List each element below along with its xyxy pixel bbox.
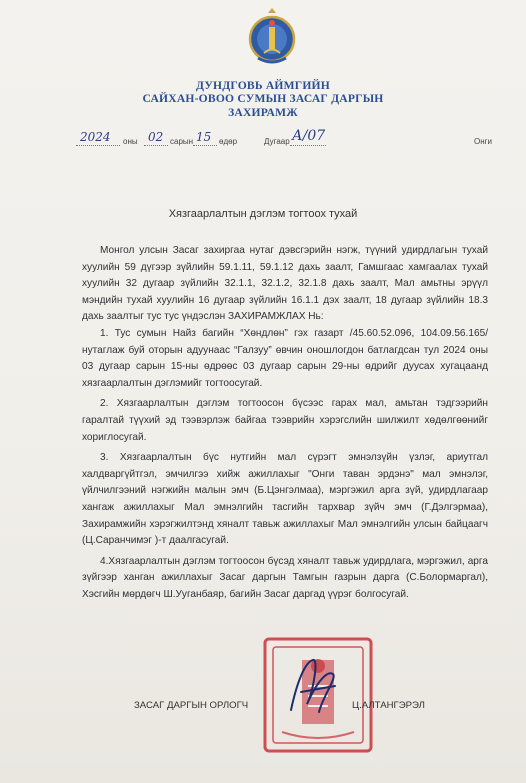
intro-paragraph: Монгол улсын Засаг захиргаа нутаг дэвсгэрийн нэгж, түүний удирдлагын тухай хуулийн 59 дүгээр зүйлийн 59.1.11, 59.1.12 дахь заалт, Гамшгаас хамгаалах тухай хуулийн 32 дугаар зүйлийн 32.1.1, 32.1.2, 32.1.8 дахь заалт, Мал амьтны эрүүл мэндийн тухай хуулийн 16 дугаар зүйлийн 16.1.1 дэх заалт, 18 дугаар зүйлийн 18.3 дахь заалтыг тус тус үндэслэн ЗАХИРАМЖЛАХ Нь: xyxy=(82,245,488,323)
document-number: А/07 xyxy=(292,128,326,144)
document-title: Хязгаарлалтын дэглэм тогтоох тухай xyxy=(168,208,358,220)
header-office: САЙХАН-ОВОО СУМЫН ЗАСАГ ДАРГЫН xyxy=(142,92,384,105)
year-line xyxy=(76,145,120,146)
signatory-name: Ц.АЛТАНГЭРЭЛ xyxy=(352,700,425,711)
document-body xyxy=(82,243,488,603)
number-label: Дугаар xyxy=(264,137,290,146)
month-line xyxy=(144,145,168,146)
date-day: 15 xyxy=(196,130,212,144)
place-name: Онги xyxy=(474,137,493,146)
date-day-suffix: өдөр xyxy=(219,137,238,146)
decree-item-4: 4.Хязгаарлалтын дэглэм тогтоосон бүсэд хяналт тавьж удирдлага, мэргэжил, арга зүйгээр ханган ажиллахыг Засаг даргын Тамгын газрын дарга (С.Болормаргал), Хэсгийн мөрдөгч Ш.Ууганбаяр, багийн Засаг даргад үүрэг болгосугай. xyxy=(82,555,488,600)
number-line xyxy=(290,145,326,146)
decree-item-3: 3. Хязгаарлалтын бүс нутгийн мал сүрэгт эмнэлзүйн үзлэг, ариутгал халдваргүйтгэл, эмчилгээ хийж ажиллахыг "Онги таван эрдэнэ" мал эмнэлэг, үйлчилгээний нэгжийн малын эмч (Б.Цэнгэлмаа), мэргэжил арга зүй, удирдлагаар хангаж ажиллахыг Мал эмнэлгийн тасгийн тархвар зүйч эмч (Г.Дэлгэрмаа), Захирамжийн хэрэгжилтэнд хяналт тавьж ажиллахыг Мал эмнэлгийн улсын байцаагч (Ц.Саранчимэг )-т даалгасугай. xyxy=(82,452,488,547)
day-line xyxy=(193,145,217,146)
date-year-suffix: оны xyxy=(123,137,138,146)
signatory-title: ЗАСАГ ДАРГЫН ОРЛОГЧ xyxy=(134,700,249,711)
header-aimag: ДУНДГОВЬ АЙМГИЙН xyxy=(196,79,330,92)
soyombo-emblem-icon xyxy=(248,8,296,70)
date-year: 2024 xyxy=(80,130,111,144)
date-month-suffix: сарын xyxy=(170,137,194,146)
decree-item-1: 1. Тус сумын Найз багийн “Хөндлөн” гэх газарт /45.60.52.096, 104.09.56.165/ нутаглаж буй оторын адуунаас “Галзуу” өвчин оношлогдон батлагдсан тул 2024 оны 03 дугаар сарын 15-ны өдрөөс 03 дугаар сарын 29-ны өдрийг дуусах хугацаанд хязгаарлалтын дэглэмийг тогтоосугай. xyxy=(82,327,488,389)
decree-item-2: 2. Хязгаарлалтын дэглэм тогтоосон бүсээс гарах мал, амьтан тэдгээрийн гаралтай түүхий эд тээвэрлэж байгаа тээврийн хэрэгслийн шилжилт хөдөлгөөнийг хориглосугай. xyxy=(82,398,488,443)
header-doc-type: ЗАХИРАМЖ xyxy=(228,106,298,119)
handwritten-signature-icon xyxy=(283,652,343,722)
date-month: 02 xyxy=(148,130,164,144)
